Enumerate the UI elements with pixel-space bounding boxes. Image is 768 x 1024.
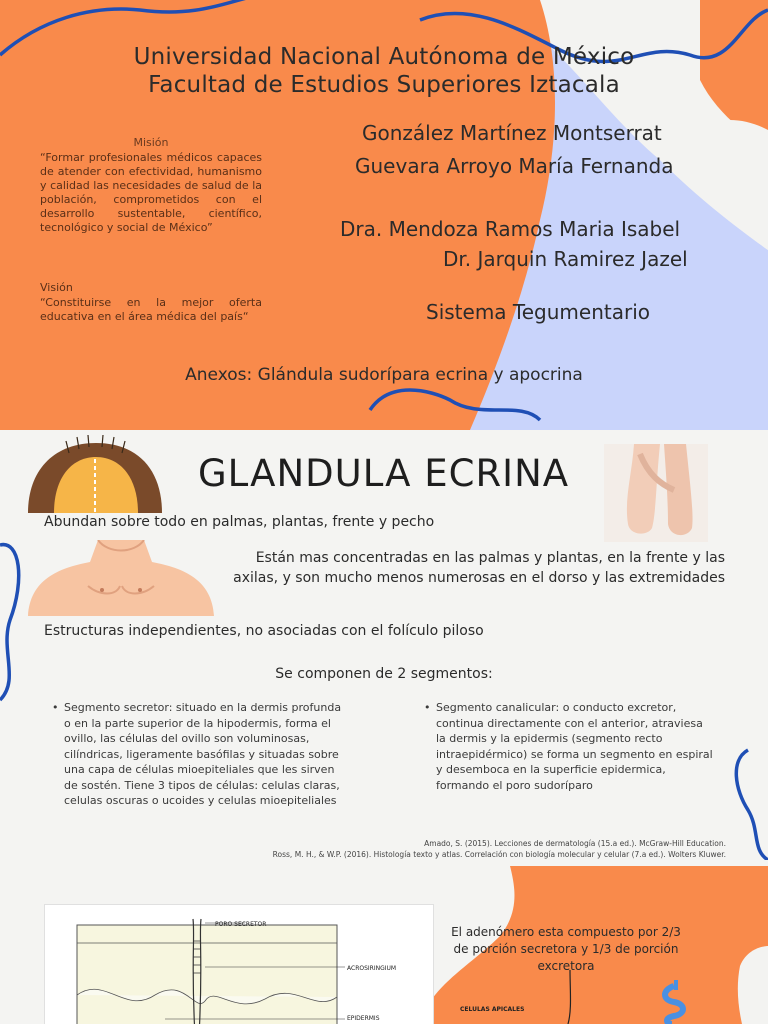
adenomere-text: El adenómero esta compuesto por 2/3 de porción secretora y 1/3 de porción excretora bbox=[451, 925, 681, 973]
teacher-name-1: Dra. Mendoza Ramos Maria Isabel bbox=[340, 217, 681, 241]
canalicular-segment-text: Segmento canalicular: o conducto excretor, continua directamente con el anterior, atraviesa la dermis y la epidermis (segmento recto intraepidérmico) se forma un segmento en espiral y desemboca en la superficie epidermica, formando el poro sudoríparo bbox=[436, 701, 713, 792]
student-name-2: Guevara Arroyo María Fernanda bbox=[355, 154, 674, 178]
ecrine-gland-slide bbox=[0, 430, 768, 860]
title-slide bbox=[0, 0, 768, 430]
teacher-name-2: Dr. Jarquin Ramirez Jazel bbox=[443, 247, 688, 271]
mission-title: Misión bbox=[133, 136, 169, 149]
head-icon bbox=[24, 435, 166, 513]
secretory-segment-text: Segmento secretor: situado en la dermis profunda o en la parte superior de la hipodermis, forma el ovillo, las células del ovillo son voluminosas, cilíndricas, ligeramente basófilas y situadas sobre una capa de células mioepiteliales que les sirven de sostén. Tiene 3 tipos de células: celulas claras, celulas oscuras o ucoides y celulas mioepiteliales bbox=[64, 701, 342, 807]
slide-title: GLANDULA ECRINA bbox=[198, 452, 570, 495]
subject-title: Sistema Tegumentario bbox=[426, 300, 650, 324]
bullet-dot: • bbox=[424, 701, 431, 714]
gland-coil-icon bbox=[556, 970, 736, 1024]
secretory-segment-bullet bbox=[52, 700, 348, 809]
canalicular-segment-bullet bbox=[424, 700, 716, 793]
distribution-text: Abundan sobre todo en palmas, plantas, frente y pecho bbox=[44, 514, 435, 530]
student-name-1: González Martínez Montserrat bbox=[362, 121, 662, 145]
epidermis-label: EPIDERMIS bbox=[347, 1015, 380, 1022]
independence-text: Estructuras independientes, no asociadas con el folículo piloso bbox=[44, 623, 484, 639]
sweat-gland-diagram bbox=[44, 904, 434, 1024]
torso-icon bbox=[28, 540, 214, 616]
reference-1: Amado, S. (2015). Lecciones de dermatología (15.a ed.). McGraw-Hill Education. bbox=[424, 839, 726, 848]
adenomere-slide bbox=[0, 866, 768, 1024]
apical-cells-label: CELULAS APICALES bbox=[460, 1006, 525, 1013]
vision-title: Visión bbox=[40, 281, 73, 294]
vision-text: “Constituirse en la mejor oferta educativa en el área médica del país“ bbox=[40, 296, 262, 323]
mission-text: “Formar profesionales médicos capaces de atender con efectividad, humanismo y calidad las necesidades de salud de la población, comprometidos con el desarrollo sustentable, científico, tecnológico y social de México” bbox=[40, 151, 262, 234]
concentration-text: Están mas concentradas en las palmas y plantas, en la frente y las axilas, y son mucho menos numerosas en el dorso y las extremidades bbox=[233, 550, 725, 586]
acrosyringium-label: ACROSIRINGIUM bbox=[347, 965, 397, 972]
faculty-name: Facultad de Estudios Superiores Iztacala bbox=[148, 72, 620, 98]
university-name: Universidad Nacional Autónoma de México bbox=[133, 44, 635, 70]
feet-image bbox=[604, 444, 708, 542]
pore-label: PORO SECRETOR bbox=[215, 921, 267, 928]
annex-title: Anexos: Glándula sudorípara ecrina y apocrina bbox=[185, 365, 583, 385]
reference-2: Ross, M. H., & W.P. (2016). Histología texto y atlas. Correlación con biología molecular y celular (7.a ed.). Wolters Kluwer. bbox=[272, 850, 726, 859]
components-heading: Se componen de 2 segmentos: bbox=[275, 666, 493, 682]
bullet-dot: • bbox=[52, 701, 59, 714]
